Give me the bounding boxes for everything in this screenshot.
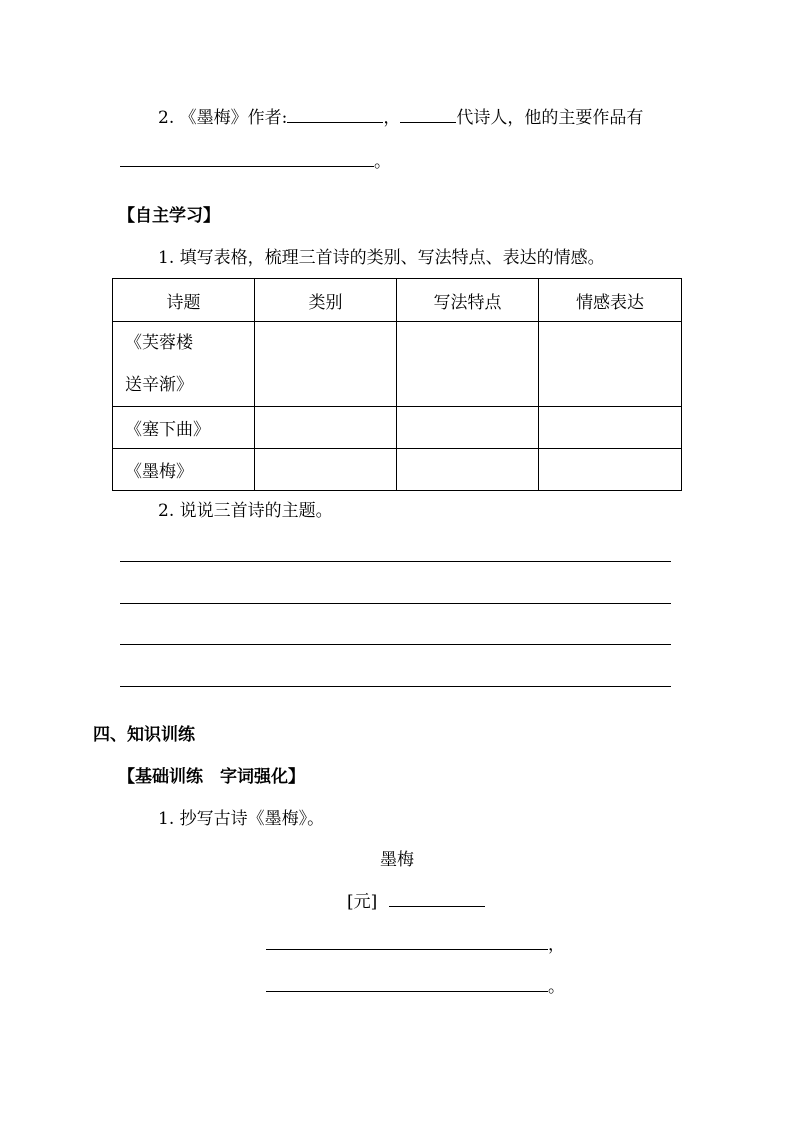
self-study-q1: 1. 填写表格，梳理三首诗的类别、写法特点、表达的情感。 bbox=[158, 248, 605, 268]
category-cell[interactable] bbox=[255, 449, 397, 491]
emotion-cell[interactable] bbox=[539, 322, 682, 407]
poem-title-cell: 《墨梅》 bbox=[113, 449, 255, 491]
poem-title-line2: 送辛渐》 bbox=[125, 375, 193, 395]
basic-training-heading: 【基础训练 字词强化】 bbox=[118, 767, 305, 787]
poet-blank[interactable] bbox=[389, 891, 485, 907]
header-writing-features: 写法特点 bbox=[397, 279, 539, 322]
section4-heading: 四、知识训练 bbox=[93, 725, 195, 745]
answer-line-2[interactable] bbox=[120, 603, 671, 604]
poem-line-1-end: ， bbox=[548, 935, 565, 955]
writing-features-cell[interactable] bbox=[397, 449, 539, 491]
q2-mid-text: 代诗人，他的主要作品有 bbox=[456, 108, 644, 128]
poem-line-1 bbox=[266, 934, 565, 956]
works-blank[interactable] bbox=[120, 151, 374, 167]
poem-title-cell bbox=[113, 322, 255, 407]
header-category: 类别 bbox=[255, 279, 397, 322]
category-cell[interactable] bbox=[255, 322, 397, 407]
emotion-cell[interactable] bbox=[539, 407, 682, 449]
self-study-q2: 2. 说说三首诗的主题。 bbox=[158, 501, 333, 521]
poem-line-2-end: 。 bbox=[548, 977, 565, 997]
author-blank[interactable] bbox=[287, 107, 383, 123]
emotion-cell[interactable] bbox=[539, 449, 682, 491]
q2-author-question bbox=[158, 107, 643, 129]
answer-line-3[interactable] bbox=[120, 644, 671, 645]
category-cell[interactable] bbox=[255, 407, 397, 449]
poem-line-2-blank[interactable] bbox=[266, 976, 548, 992]
table-row bbox=[113, 449, 682, 491]
header-emotion: 情感表达 bbox=[539, 279, 682, 322]
poem-title: 墨梅 bbox=[380, 850, 414, 870]
poem-author-line bbox=[347, 891, 485, 913]
copy-poem-question: 1. 抄写古诗《墨梅》。 bbox=[158, 809, 325, 829]
writing-features-cell[interactable] bbox=[397, 407, 539, 449]
answer-line-1[interactable] bbox=[120, 561, 671, 562]
q2-number: 2. bbox=[158, 108, 175, 128]
self-study-heading: 【自主学习】 bbox=[118, 206, 220, 226]
dynasty-blank[interactable] bbox=[400, 107, 456, 123]
table-row bbox=[113, 407, 682, 449]
poem-line-1-blank[interactable] bbox=[266, 934, 548, 950]
dynasty-label: [元] bbox=[347, 892, 378, 912]
poem-title-cell: 《塞下曲》 bbox=[113, 407, 255, 449]
q2-prefix: 《墨梅》作者: bbox=[179, 108, 288, 128]
poem-analysis-table bbox=[112, 278, 682, 491]
header-poem-title: 诗题 bbox=[113, 279, 255, 322]
poem-line-2 bbox=[266, 976, 565, 998]
poem-title-line1: 《芙蓉楼 bbox=[125, 333, 193, 353]
q2-period: 。 bbox=[374, 152, 391, 172]
writing-features-cell[interactable] bbox=[397, 322, 539, 407]
table-header-row bbox=[113, 279, 682, 322]
answer-line-4[interactable] bbox=[120, 686, 671, 687]
q2-works-line bbox=[120, 151, 391, 173]
table-row bbox=[113, 322, 682, 407]
q2-separator: ， bbox=[383, 108, 401, 128]
